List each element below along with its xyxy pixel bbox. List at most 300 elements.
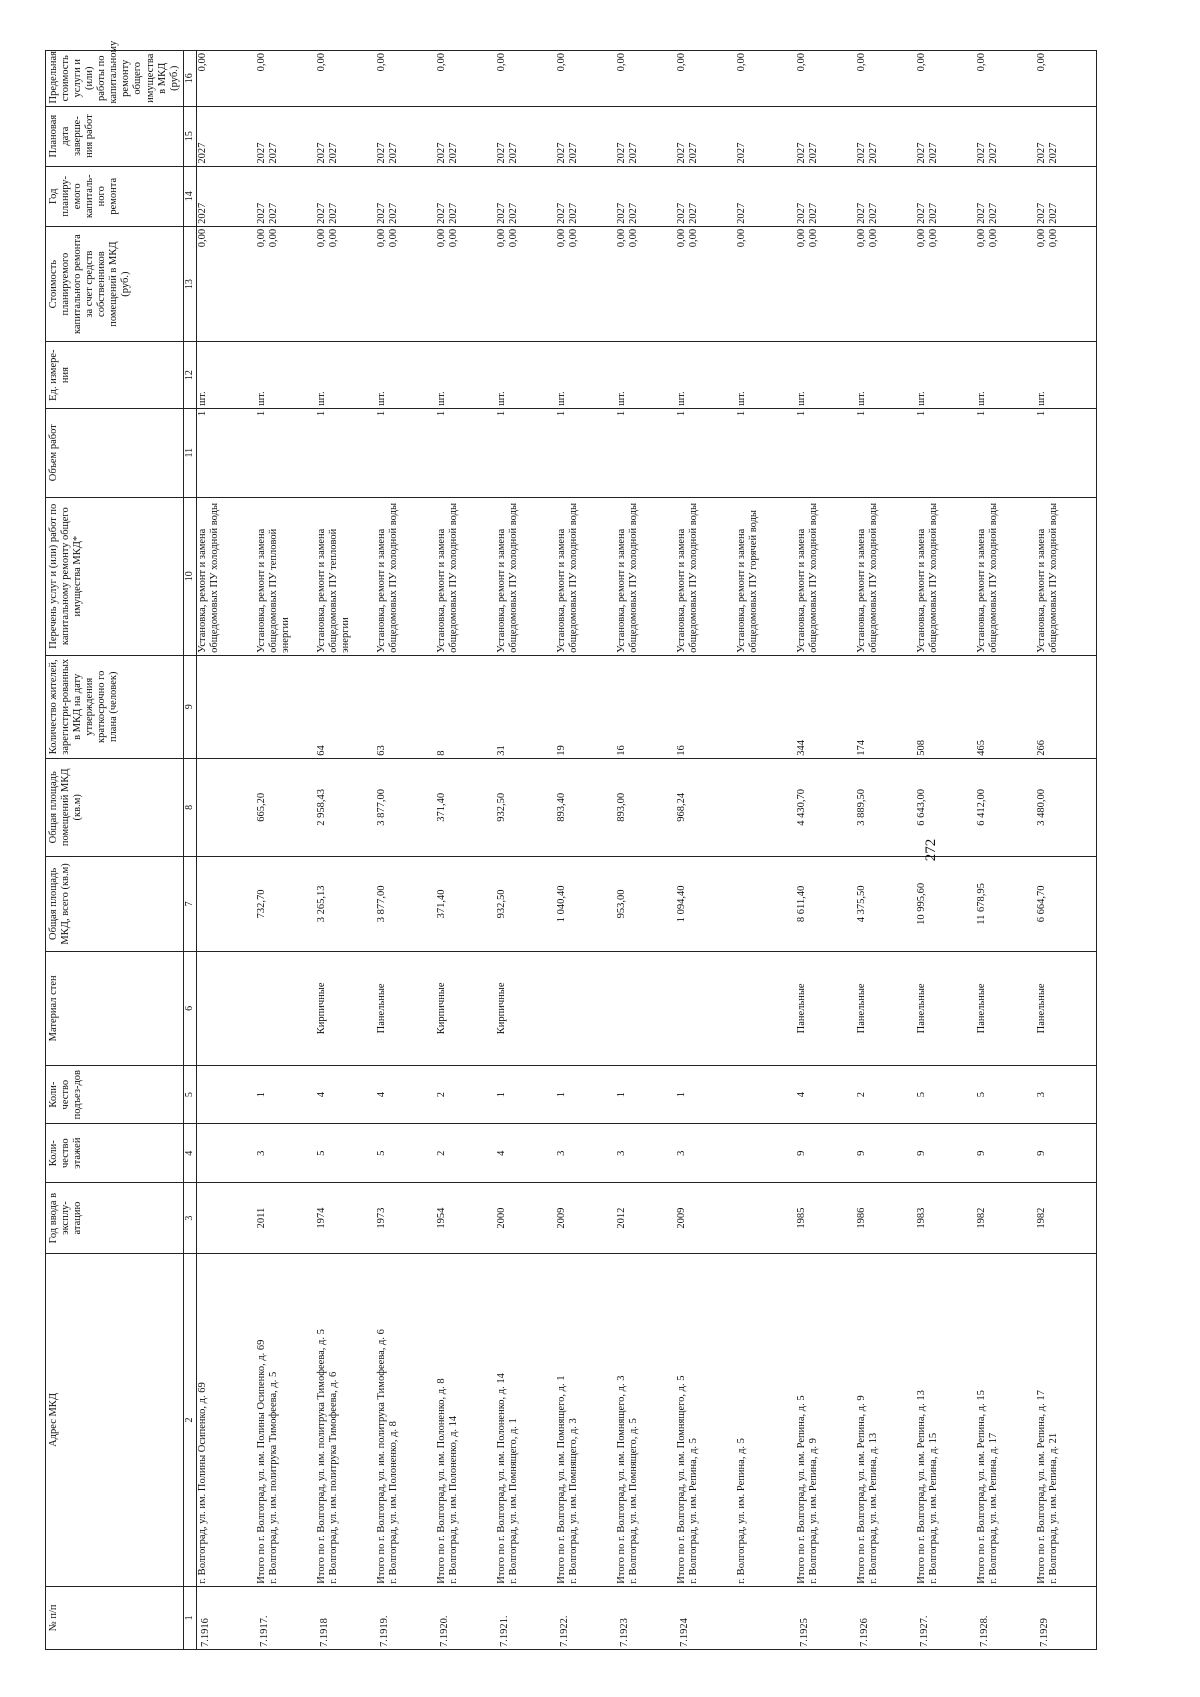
owner-cost-value: 0,00 — [256, 228, 268, 248]
residents-value: 465 — [976, 739, 988, 756]
address-cell — [556, 1254, 616, 1586]
work-list — [496, 497, 556, 655]
year-built-value: 2011 — [256, 1207, 268, 1229]
limit-cost — [856, 51, 916, 107]
address: г. Волгоград, ул. им. Полоненко, д. 8 — [388, 1421, 400, 1584]
end-date — [376, 106, 436, 166]
total-area — [976, 856, 1036, 951]
year-built — [256, 1182, 316, 1253]
wall-material — [496, 951, 556, 1065]
work-list — [1036, 497, 1096, 655]
rooms-area-value: 3 889,50 — [856, 788, 868, 826]
work-volume — [436, 408, 496, 497]
column-header: Перечень услуг и (или) работ по капитальному ремонту общего имущества МКД* — [46, 497, 184, 655]
wall-material-value: Панельные — [856, 983, 868, 1034]
year-built-value: 1986 — [856, 1207, 868, 1229]
row-number-value: 7.1916 — [199, 1618, 211, 1647]
table-row — [616, 51, 676, 1650]
residents-value: 508 — [916, 739, 928, 756]
floors — [676, 1124, 736, 1183]
column-number: 13 — [183, 226, 196, 342]
row-number-value: 7.1921. — [499, 1615, 511, 1647]
owner-cost-value: 0,00 — [1048, 228, 1060, 248]
total-label: Итого по г. Волгоград, ул. им. Полоненко, д. 14 — [496, 1373, 508, 1584]
repair-year-value: 2027 — [568, 202, 580, 224]
entrances-value: 1 — [496, 1092, 508, 1098]
rooms-area-value: 968,24 — [676, 792, 688, 822]
column-number: 6 — [183, 951, 196, 1065]
repair-year-value: 2027 — [328, 202, 340, 224]
end-date-value: 2027 — [316, 142, 328, 164]
column-header: Предельная стоимость услуги и (или) работы по капитальному ремонту общего имущества в МКД (руб.) — [46, 51, 184, 107]
work-volume — [556, 408, 616, 497]
rooms-area-value: 4 430,70 — [796, 788, 808, 826]
entrances — [376, 1065, 436, 1124]
residents-value: 19 — [556, 745, 568, 756]
repair-year — [676, 166, 736, 226]
year-built — [796, 1182, 856, 1253]
work-volume-value: 1 — [796, 410, 808, 417]
work-volume-value: 1 — [556, 410, 568, 417]
address-cell — [616, 1254, 676, 1586]
end-date-value: 2027 — [988, 142, 1000, 164]
repair-year-value: 2027 — [508, 202, 520, 224]
row-number-value: 7.1923 — [619, 1618, 631, 1647]
residents — [616, 655, 676, 758]
column-number: 2 — [183, 1254, 196, 1586]
total-label: Итого по г. Волгоград, ул. им. политрука Тимофеева, д. 6 — [376, 1329, 388, 1584]
end-date-value: 2027 — [1036, 142, 1048, 164]
floors-value: 3 — [616, 1150, 628, 1156]
year-built — [976, 1182, 1036, 1253]
total-area — [496, 856, 556, 951]
table-row — [676, 51, 736, 1650]
entrances-value: 5 — [976, 1092, 988, 1098]
owner-cost — [196, 226, 256, 342]
unit-value: шт. — [916, 391, 928, 406]
end-date-value: 2027 — [628, 142, 640, 164]
floors — [856, 1124, 916, 1183]
column-number-row — [183, 51, 196, 1650]
repair-year-value: 2027 — [868, 202, 880, 224]
entrances-value: 4 — [796, 1092, 808, 1098]
total-area — [376, 856, 436, 951]
address: г. Волгоград, ул. им. Помнящего, д. 5 — [628, 1418, 640, 1584]
total-area-value: 10 995,60 — [916, 882, 928, 925]
year-built-value: 1973 — [376, 1207, 388, 1229]
column-number: 3 — [183, 1182, 196, 1253]
entrances-value: 2 — [436, 1092, 448, 1098]
limit-cost-value: 0,00 — [316, 53, 328, 72]
address: г. Волгоград, ул. им. Репина, д. 21 — [1048, 1432, 1060, 1584]
limit-cost-value: 0,00 — [856, 53, 868, 72]
work-volume — [796, 408, 856, 497]
limit-cost-value: 0,00 — [496, 53, 508, 72]
entrances — [616, 1065, 676, 1124]
work-list-value: Установка, ремонт и замена общедомовых ПУ холодной воды — [976, 502, 1000, 653]
work-list — [376, 497, 436, 655]
total-label: Итого по г. Волгоград, ул. им. Репина, д. 13 — [916, 1390, 928, 1584]
limit-cost-value: 0,00 — [616, 53, 628, 72]
owner-cost — [556, 226, 616, 342]
entrances — [1036, 1065, 1096, 1124]
work-volume-value: 1 — [916, 410, 928, 417]
table-row — [376, 51, 436, 1650]
repair-year-value: 2027 — [268, 202, 280, 224]
unit-value: шт. — [796, 391, 808, 406]
address: г. Волгоград, ул. им. Репина, д. 13 — [868, 1432, 880, 1584]
rooms-area-value: 893,40 — [556, 792, 568, 822]
work-list — [676, 497, 736, 655]
row-number-value: 7.1918 — [319, 1618, 331, 1647]
work-volume — [676, 408, 736, 497]
row-number — [796, 1586, 856, 1649]
row-number — [856, 1586, 916, 1649]
end-date-value: 2027 — [808, 142, 820, 164]
owner-cost-value: 0,00 — [448, 228, 460, 248]
unit-value: шт. — [196, 391, 208, 406]
address-cell — [436, 1254, 496, 1586]
wall-material-value: Панельные — [796, 983, 808, 1034]
work-volume-value: 1 — [376, 410, 388, 417]
repair-year-value: 2027 — [496, 202, 508, 224]
column-header: Общая площадь МКД, всего (кв.м) — [46, 856, 184, 951]
column-number: 14 — [183, 166, 196, 226]
rooms-area-value: 932,50 — [496, 792, 508, 822]
unit-value: шт. — [856, 391, 868, 406]
end-date-value: 2027 — [508, 142, 520, 164]
wall-material — [736, 951, 796, 1065]
address-cell — [376, 1254, 436, 1586]
repair-year-value: 2027 — [316, 202, 328, 224]
address: г. Волгоград, ул. им. Помнящего, д. 3 — [568, 1418, 580, 1584]
repair-year — [316, 166, 376, 226]
work-volume — [376, 408, 436, 497]
owner-cost — [316, 226, 376, 342]
work-volume — [196, 408, 256, 497]
end-date-value: 2027 — [496, 142, 508, 164]
floors-value: 5 — [316, 1150, 328, 1156]
end-date-value: 2027 — [196, 142, 208, 164]
owner-cost-value: 0,00 — [388, 228, 400, 248]
owner-cost — [856, 226, 916, 342]
total-label: Итого по г. Волгоград, ул. им. Репина, д. 17 — [1036, 1390, 1048, 1584]
total-area — [676, 856, 736, 951]
row-number — [616, 1586, 676, 1649]
row-number — [316, 1586, 376, 1649]
table-row — [856, 51, 916, 1650]
table-header — [46, 40, 197, 1650]
end-date — [436, 106, 496, 166]
work-list-value: Установка, ремонт и замена общедомовых ПУ холодной воды — [376, 502, 400, 653]
entrances — [496, 1065, 556, 1124]
rooms-area-value: 6 412,00 — [976, 788, 988, 826]
total-label: Итого по г. Волгоград, ул. им. Помнящего, д. 5 — [676, 1375, 688, 1584]
page-number: 272 — [923, 838, 939, 862]
total-area-value: 3 265,13 — [316, 885, 328, 923]
repair-year — [256, 166, 316, 226]
row-number-value: 7.1922. — [559, 1615, 571, 1647]
floors-value: 9 — [856, 1150, 868, 1156]
wall-material — [676, 951, 736, 1065]
row-number — [736, 1586, 796, 1649]
work-volume-value: 1 — [436, 410, 448, 417]
work-list — [736, 497, 796, 655]
address: г. Волгоград, ул. им. Репина, д. 17 — [988, 1432, 1000, 1584]
end-date-value: 2027 — [676, 142, 688, 164]
work-volume — [496, 408, 556, 497]
entrances-value: 2 — [856, 1092, 868, 1098]
year-built-value: 1954 — [436, 1207, 448, 1229]
column-header: Коли-чество подъез-дов — [46, 1065, 184, 1124]
floors — [196, 1124, 256, 1183]
year-built — [316, 1182, 376, 1253]
column-number: 15 — [183, 106, 196, 166]
owner-cost-value: 0,00 — [688, 228, 700, 248]
work-volume-value: 1 — [496, 410, 508, 417]
column-header: Плановая дата заверше-ния работ — [46, 106, 184, 166]
repair-year-value: 2027 — [976, 202, 988, 224]
wall-material-value: Панельные — [916, 983, 928, 1034]
work-volume — [256, 408, 316, 497]
column-header: Коли-чество этажей — [46, 1124, 184, 1183]
column-header: Год ввода в эксплу-атацию — [46, 1182, 184, 1253]
end-date-value: 2027 — [268, 142, 280, 164]
limit-cost-value: 0,00 — [916, 53, 928, 72]
floors — [1036, 1124, 1096, 1183]
residents — [316, 655, 376, 758]
residents — [556, 655, 616, 758]
residents-value: 64 — [316, 745, 328, 756]
owner-cost-value: 0,00 — [568, 228, 580, 248]
unit — [1036, 342, 1096, 408]
owner-cost-value: 0,00 — [616, 228, 628, 248]
end-date — [196, 106, 256, 166]
end-date-value: 2027 — [556, 142, 568, 164]
total-area — [196, 856, 256, 951]
owner-cost-value: 0,00 — [868, 228, 880, 248]
total-area — [316, 856, 376, 951]
repair-year — [436, 166, 496, 226]
column-header: Количество жителей, зарегистри-рованных в МКД на дату утверждения краткосрочно го плана (человек) — [46, 655, 184, 758]
address: г. Волгоград, ул. им. Полоненко, д. 14 — [448, 1415, 460, 1584]
entrances-value: 1 — [676, 1092, 688, 1098]
total-area-value: 932,50 — [496, 889, 508, 919]
owner-cost-value: 0,00 — [796, 228, 808, 248]
unit-value: шт. — [736, 391, 748, 406]
work-volume-value: 1 — [676, 410, 688, 417]
column-header: Объем работ — [46, 408, 184, 497]
wall-material-value: Кирпичные — [316, 982, 328, 1035]
repair-year-value: 2027 — [676, 202, 688, 224]
column-header: № п/п — [46, 1586, 184, 1649]
repair-year — [556, 166, 616, 226]
limit-cost-value: 0,00 — [196, 53, 208, 72]
repair-year-value: 2027 — [616, 202, 628, 224]
floors-value: 9 — [976, 1150, 988, 1156]
limit-cost — [616, 51, 676, 107]
entrances-value: 4 — [316, 1092, 328, 1098]
owner-cost-value: 0,00 — [1036, 228, 1048, 248]
entrances — [556, 1065, 616, 1124]
wall-material — [196, 951, 256, 1065]
repair-year-value: 2027 — [436, 202, 448, 224]
repair-year-value: 2027 — [928, 202, 940, 224]
rotated-page-content — [45, 40, 1200, 1650]
owner-cost-value: 0,00 — [808, 228, 820, 248]
floors-value: 5 — [376, 1150, 388, 1156]
column-number: 5 — [183, 1065, 196, 1124]
residents-value: 344 — [796, 739, 808, 756]
residents-value: 174 — [856, 739, 868, 756]
work-volume-value: 1 — [316, 410, 328, 417]
wall-material — [556, 951, 616, 1065]
unit — [616, 342, 676, 408]
row-number — [976, 1586, 1036, 1649]
row-number-value: 7.1927. — [919, 1615, 931, 1647]
end-date-value: 2027 — [868, 142, 880, 164]
column-header: Общая площадь помещений МКД (кв.м) — [46, 758, 184, 856]
floors — [316, 1124, 376, 1183]
unit — [976, 342, 1036, 408]
end-date-value: 2027 — [448, 142, 460, 164]
work-list — [256, 497, 316, 655]
address: г. Волгоград, ул. им. политрука Тимофеева, д. 6 — [328, 1371, 340, 1584]
end-date-value: 2027 — [736, 142, 748, 164]
work-list — [616, 497, 676, 655]
unit-value: шт. — [616, 391, 628, 406]
work-volume-value: 1 — [736, 410, 748, 417]
wall-material — [616, 951, 676, 1065]
work-volume-value: 1 — [196, 410, 208, 417]
column-number: 1 — [183, 1586, 196, 1649]
rooms-area — [376, 758, 436, 856]
rooms-area — [556, 758, 616, 856]
address-cell — [856, 1254, 916, 1586]
work-list — [856, 497, 916, 655]
work-volume-value: 1 — [256, 410, 268, 417]
address: г. Волгоград, ул. им. Репина, д. 9 — [808, 1438, 820, 1584]
owner-cost-value: 0,00 — [436, 228, 448, 248]
limit-cost — [556, 51, 616, 107]
year-built-value: 1982 — [1036, 1207, 1048, 1229]
wall-material — [436, 951, 496, 1065]
rooms-area — [316, 758, 376, 856]
rooms-area — [856, 758, 916, 856]
unit-value: шт. — [1036, 391, 1048, 406]
residents — [856, 655, 916, 758]
end-date-value: 2027 — [928, 142, 940, 164]
address-cell — [736, 1254, 796, 1586]
rooms-area — [1036, 758, 1096, 856]
residents — [376, 655, 436, 758]
total-area-value: 953,00 — [616, 889, 628, 919]
address-cell — [796, 1254, 856, 1586]
total-area-value: 6 664,70 — [1036, 885, 1048, 923]
floors-value: 3 — [556, 1150, 568, 1156]
year-built — [1036, 1182, 1096, 1253]
entrances-value: 4 — [376, 1092, 388, 1098]
column-number: 16 — [183, 51, 196, 107]
unit-value: шт. — [376, 391, 388, 406]
repair-year-value: 2027 — [376, 202, 388, 224]
limit-cost — [496, 51, 556, 107]
residents-value: 16 — [676, 745, 688, 756]
work-volume — [1036, 408, 1096, 497]
row-number-value: 7.1926 — [859, 1618, 871, 1647]
limit-cost-value: 0,00 — [256, 53, 268, 72]
owner-cost — [436, 226, 496, 342]
floors — [496, 1124, 556, 1183]
limit-cost — [796, 51, 856, 107]
rooms-area-value: 893,00 — [616, 792, 628, 822]
work-list-value: Установка, ремонт и замена общедомовых ПУ холодной воды — [436, 502, 460, 653]
repair-year — [376, 166, 436, 226]
entrances — [676, 1065, 736, 1124]
work-list-value: Установка, ремонт и замена общедомовых ПУ холодной воды — [556, 502, 580, 653]
wall-material — [256, 951, 316, 1065]
floors — [556, 1124, 616, 1183]
limit-cost — [1036, 51, 1096, 107]
wall-material-value: Панельные — [976, 983, 988, 1034]
residents — [1036, 655, 1096, 758]
residents — [436, 655, 496, 758]
repair-year-value: 2027 — [796, 202, 808, 224]
entrances-value: 1 — [616, 1092, 628, 1098]
repair-year — [1036, 166, 1096, 226]
residents — [496, 655, 556, 758]
entrances-value: 3 — [1036, 1092, 1048, 1098]
owner-cost-value: 0,00 — [268, 228, 280, 248]
entrances — [736, 1065, 796, 1124]
address-cell — [1036, 1254, 1096, 1586]
total-area-value: 732,70 — [256, 889, 268, 919]
repair-year — [976, 166, 1036, 226]
work-list — [436, 497, 496, 655]
limit-cost — [256, 51, 316, 107]
floors — [256, 1124, 316, 1183]
owner-cost-value: 0,00 — [988, 228, 1000, 248]
row-number-value: 7.1920. — [439, 1615, 451, 1647]
total-area — [436, 856, 496, 951]
floors-value: 9 — [916, 1150, 928, 1156]
entrances-value: 5 — [916, 1092, 928, 1098]
table-row — [316, 51, 376, 1650]
owner-cost-value: 0,00 — [496, 228, 508, 248]
repair-year — [616, 166, 676, 226]
rooms-area — [436, 758, 496, 856]
repair-year-value: 2027 — [916, 202, 928, 224]
rooms-area-value: 3 480,00 — [1036, 788, 1048, 826]
owner-cost-value: 0,00 — [196, 228, 208, 248]
owner-cost-value: 0,00 — [316, 228, 328, 248]
work-list — [976, 497, 1036, 655]
total-area — [256, 856, 316, 951]
address: г. Волгоград, ул. им. Репина, д. 5 — [736, 1438, 748, 1584]
end-date — [676, 106, 736, 166]
owner-cost — [976, 226, 1036, 342]
total-area-value: 1 040,40 — [556, 885, 568, 923]
floors-value: 9 — [1036, 1150, 1048, 1156]
repair-year-value: 2027 — [688, 202, 700, 224]
unit-value: шт. — [256, 391, 268, 406]
end-date — [496, 106, 556, 166]
work-volume — [736, 408, 796, 497]
unit-value: шт. — [496, 391, 508, 406]
unit-value: шт. — [436, 391, 448, 406]
owner-cost-value: 0,00 — [916, 228, 928, 248]
work-list-value: Установка, ремонт и замена общедомовых ПУ холодной воды — [616, 502, 640, 653]
